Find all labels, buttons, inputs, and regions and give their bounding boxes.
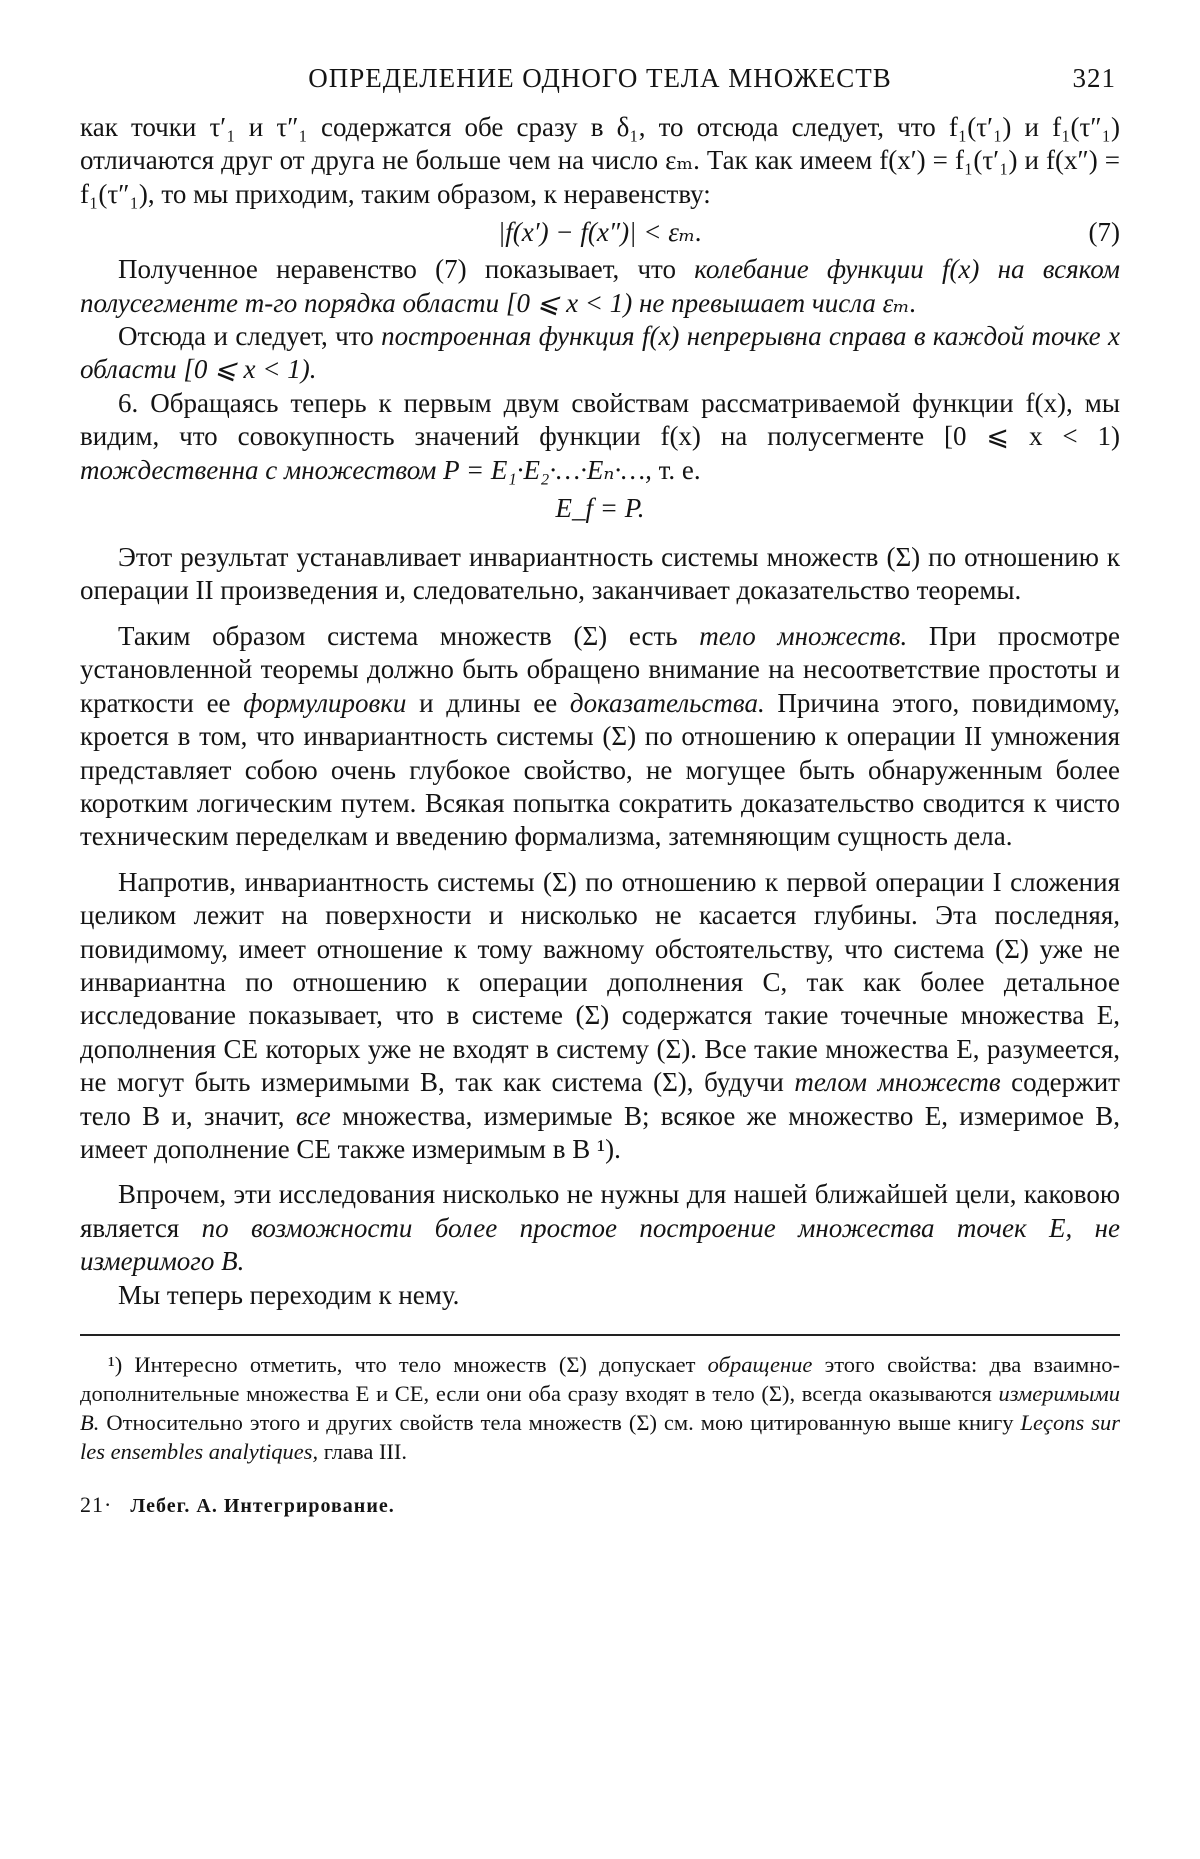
footnote-emphasis-d: измеримыми B. <box>80 1381 1120 1435</box>
p4-text: 6. Обращаясь теперь к первым двум свойствам рассматриваемой функции f(x), мы видим, что совокупность значений функции f(x) на полусегменте [0 ⩽ x < 1) <box>80 388 1120 451</box>
sheet-number: 21· <box>80 1492 112 1517</box>
equation-ef <box>80 487 1120 529</box>
paragraph-2 <box>80 253 1120 320</box>
paragraph-5: Этот результат устанавливает инвариантность системы множеств (Σ) по отношению к операции II произведения и, следовательно, заканчивает доказательство теоремы. <box>80 541 1120 608</box>
inequality-7 <box>80 211 1120 253</box>
p4-emphasis: тождественна с множеством P = E₁·E₂·…·Eₙ·…, <box>80 455 652 485</box>
running-header <box>80 55 1120 111</box>
paragraph-1: как точки τ′₁ и τ″₁ содержатся обе сразу в δ₁, то отсюда следует, что f₁(τ′₁) и f₁(τ″₁) отличаются друг от друга не больше чем на число εₘ. Так как имеем f(x′) = f₁(τ′₁) и f(x″) = f₁(τ″₁), то мы приходим, таким образом, к неравенству: <box>80 111 1120 211</box>
p2-text: Полученное неравенство (7) показывает, что <box>118 254 694 284</box>
inequality-7-formula: |f(x′) − f(x″)| < εₘ. <box>498 217 702 247</box>
equation-ef-formula: E_f = P. <box>556 493 645 523</box>
p7-text-a: Напротив, инвариантность системы (Σ) по отношению к первой операции I сложения целиком лежит на поверхности и нисколько не касается глубины. Эта последняя, повидимому, имеет отношение к тому важному обстоятельству, что система (Σ) уже не инвариантна по отношению к операции дополнения C, так как более детальное исследование показывает, что в системе (Σ) содержатся такие точечные множества E, дополнения CE которых уже не входят в систему (Σ). Все такие множества E, разумеется, не могут быть измеримыми B, так как система (Σ), будучи <box>80 867 1120 1097</box>
footnote-1 <box>80 1350 1120 1466</box>
paragraph-6 <box>80 620 1120 854</box>
paragraph-8 <box>80 1178 1120 1278</box>
p7-text-c: содержит тело B и, значит, <box>80 1067 1120 1130</box>
footnote-divider <box>80 1334 1120 1336</box>
footnote-text-c: этого свойства: два взаимно-дополнительные множества E и CE, если они оба сразу входят в тело (Σ), всегда оказываются <box>80 1352 1120 1406</box>
page-number: 321 <box>1073 63 1117 94</box>
p8-text: Впрочем, эти исследования нисколько не нужны для нашей ближайшей цели, каковою является <box>80 1179 1120 1242</box>
footnote-book-title: Leçons sur les ensembles analytiques, <box>80 1410 1120 1464</box>
p2-emphasis: колебание функции f(x) на всяком полусегменте m-го порядка области [0 ⩽ x < 1) не превышает числа εₘ. <box>80 254 1120 317</box>
paragraph-4 <box>80 387 1120 487</box>
book-page <box>80 55 1120 1835</box>
p3-text: Отсюда и следует, что <box>118 321 381 351</box>
printer-signature <box>80 1492 1120 1518</box>
p6-text-e: и длины ее <box>406 688 570 718</box>
p7-text-e: множества, измеримые B; всякое же множество E, измеримое B, имеет дополнение CE также измеримым в B ¹). <box>80 1101 1120 1164</box>
paragraph-3 <box>80 320 1120 387</box>
p6-text-c: При просмотре установленной теоремы должно быть обращено внимание на несоответствие простоты и краткости ее <box>80 621 1120 718</box>
footnote-text-g: глава III. <box>318 1439 407 1464</box>
footnote-emphasis-b: обращение <box>708 1352 813 1377</box>
p3-emphasis: построенная функция f(x) непрерывна справа в каждой точке x области [0 ⩽ x < 1). <box>80 321 1120 384</box>
p6-emphasis-b: тело множеств. <box>699 621 907 651</box>
p6-emphasis-f: доказательства. <box>570 688 765 718</box>
p7-emphasis-d: все <box>296 1101 331 1131</box>
equation-number-7: (7) <box>1089 211 1120 253</box>
p4-tail: т. е. <box>652 455 701 485</box>
p6-emphasis-d: формулировки <box>243 688 406 718</box>
p8-emphasis: по возможности более простое построение множества точек E, не измеримого B. <box>80 1213 1120 1276</box>
signature-text: Лебег. А. Интегрирование. <box>130 1495 394 1517</box>
footnote-text-a: ¹) Интересно отметить, что тело множеств (Σ) допускает <box>108 1352 708 1377</box>
paragraph-9: Мы теперь переходим к нему. <box>80 1279 1120 1312</box>
p6-text-a: Таким образом система множеств (Σ) есть <box>118 621 699 651</box>
p7-emphasis-b: телом множеств <box>794 1067 1000 1097</box>
footnote-text-e: Относительно этого и других свойств тела множеств (Σ) см. мою цитированную выше книгу <box>99 1410 1020 1435</box>
running-title: ОПРЕДЕЛЕНИЕ ОДНОГО ТЕЛА МНОЖЕСТВ <box>80 63 1120 94</box>
paragraph-7 <box>80 866 1120 1167</box>
p6-text-g: Причина этого, повидимому, кроется в том, что инвариантность системы (Σ) по отношению к операции II умножения представляет собою очень глубокое свойство, не могущее быть обнаруженным более коротким логическим путем. Всякая попытка сократить доказательство сводится к чисто техническим переделкам и введению формализма, затемняющим сущность дела. <box>80 688 1120 852</box>
